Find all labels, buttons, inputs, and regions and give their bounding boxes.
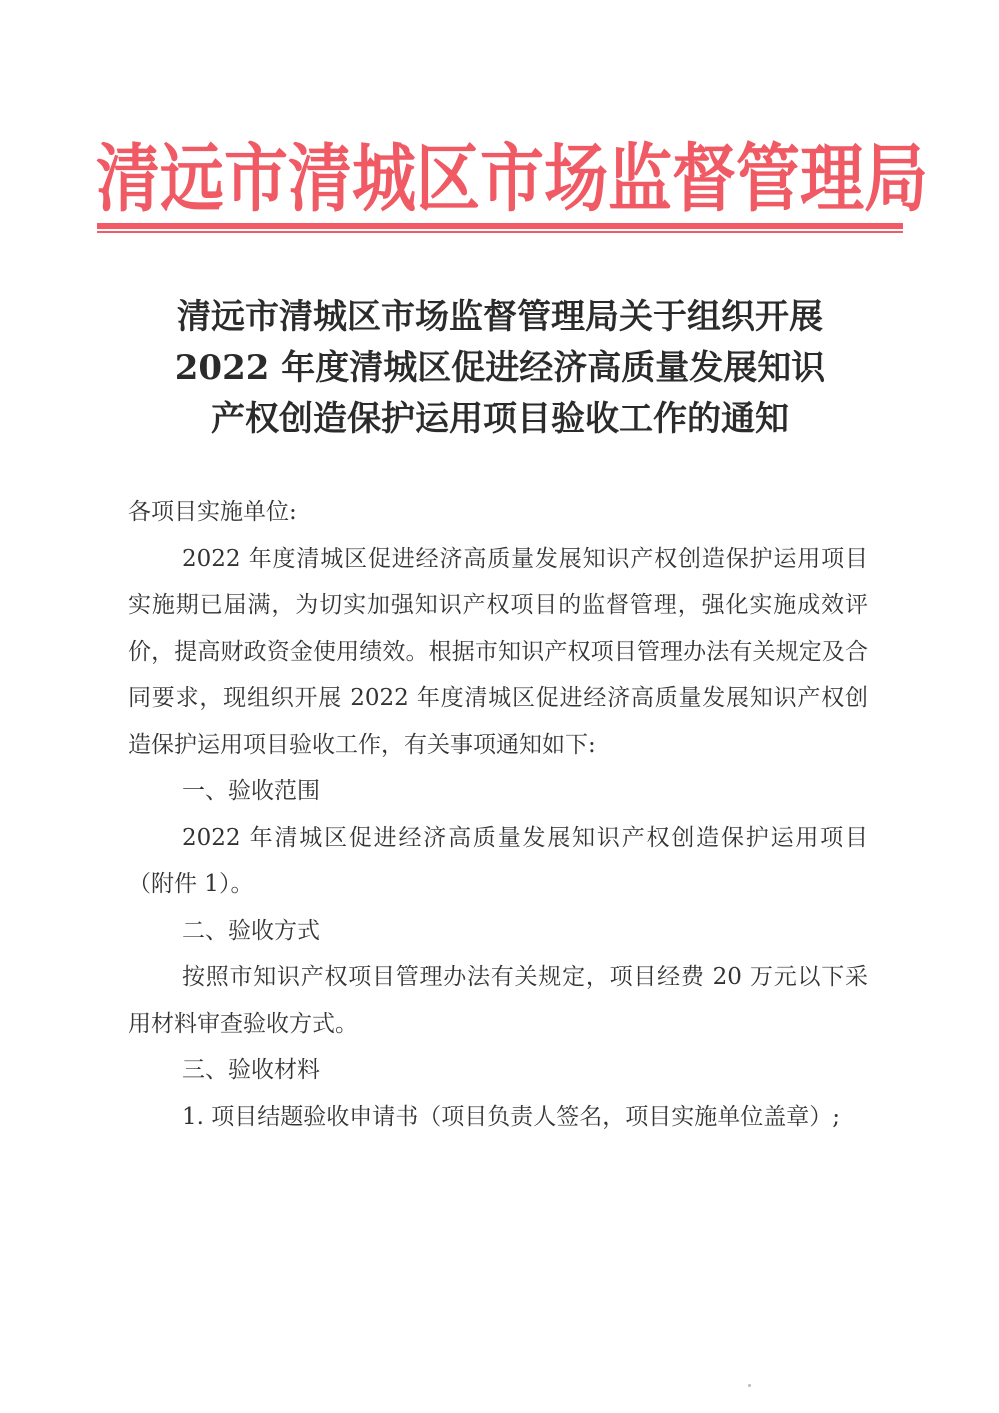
title-line-3: 产权创造保护运用项目验收工作的通知 bbox=[211, 399, 789, 439]
title-line-1: 清远市清城区市场监督管理局关于组织开展 bbox=[177, 297, 823, 337]
document-title bbox=[100, 292, 900, 445]
section-text-method: 按照市知识产权项目管理办法有关规定，项目经费 20 万元以下采用材料审查验收方式。 bbox=[128, 964, 868, 1037]
document-body bbox=[128, 489, 868, 1140]
scan-speck bbox=[748, 1384, 751, 1387]
masthead-rule-thin bbox=[97, 231, 903, 233]
agency-masthead: 清远市清城区市场监督管理局 bbox=[96, 136, 928, 223]
section-heading-scope: 一、验收范围 bbox=[182, 778, 320, 804]
section-text-materials-item-1: 1. 项目结题验收申请书（项目负责人签名，项目实施单位盖章）; bbox=[182, 1103, 841, 1130]
title-line-2: 2022 年度清城区促进经济高质量发展知识 bbox=[174, 348, 826, 388]
section-heading-method: 二、验收方式 bbox=[182, 917, 320, 944]
salutation: 各项目实施单位: bbox=[128, 499, 297, 525]
intro-paragraph: 2022 年度清城区促进经济高质量发展知识产权创造保护运用项目实施期已届满，为切实加强知识产权项目的监督管理，强化实施成效评价，提高财政资金使用绩效。根据市知识产权项目管理办法有关规定及合同要求，现组织开展 2022 年度清城区促进经济高质量发展知识产权创造保护运用项目验收工作，有关事项通知如下: bbox=[128, 545, 868, 758]
masthead-rule-thick bbox=[97, 223, 903, 229]
section-heading-materials: 三、验收材料 bbox=[182, 1057, 320, 1083]
section-text-scope: 2022 年清城区促进经济高质量发展知识产权创造保护运用项目（附件 1）。 bbox=[128, 824, 868, 897]
